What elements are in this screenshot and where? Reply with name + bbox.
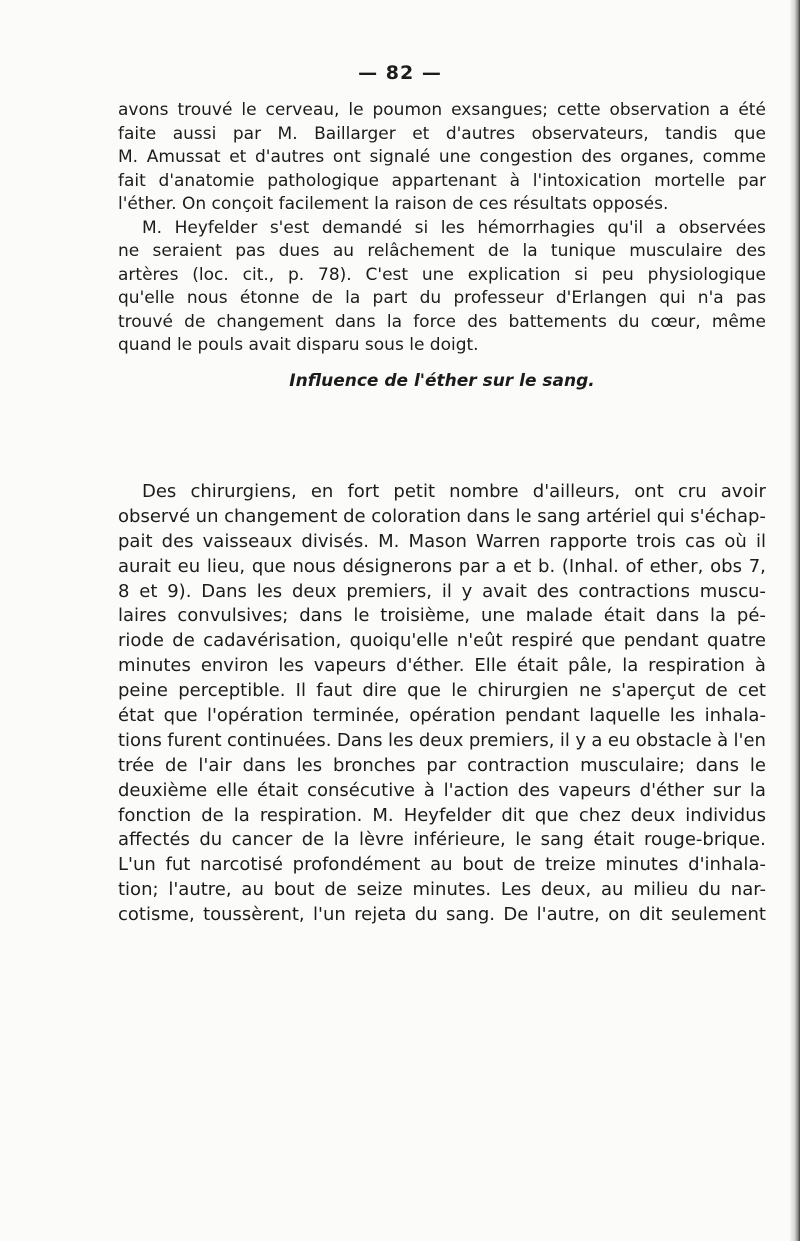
text-line: artères (loc. cit., p. 78). C'est une explication si peu physiologique bbox=[118, 264, 766, 285]
page-binding-edge bbox=[790, 0, 800, 1241]
text-line: deuxième elle était consécutive à l'action des vapeurs d'éther sur la bbox=[118, 779, 766, 801]
text-line: peine perceptible. Il faut dire que le chirurgien ne s'aperçut de cet bbox=[118, 680, 766, 702]
text-line: ne seraient pas dues au relâchement de la tunique musculaire des bbox=[118, 241, 766, 261]
text-line: tion; l'autre, au bout de seize minutes. Les deux, au milieu du nar- bbox=[118, 879, 766, 901]
text-line: riode de cadavérisation, quoiqu'elle n'eût respiré que pendant quatre bbox=[118, 630, 766, 652]
text-line: M. Amussat et d'autres ont signalé une congestion des organes, comme bbox=[118, 147, 766, 167]
text-line: 8 et 9). Dans les deux premiers, il y avait des contractions muscu- bbox=[118, 580, 766, 602]
text-line: fonction de la respiration. M. Heyfelder dit que chez deux individus bbox=[118, 804, 766, 826]
text-line: faite aussi par M. Baillarger et d'autres observateurs, tandis que bbox=[118, 123, 766, 144]
section-heading: Influence de l'éther sur le sang. bbox=[289, 370, 595, 391]
text-line: observé un changement de coloration dans le sang artériel qui s'échap- bbox=[118, 505, 766, 527]
text-line: pait des vaisseaux divisés. M. Mason Warren rapporte trois cas où il bbox=[118, 530, 766, 552]
text-line: trée de l'air dans les bronches par contraction musculaire; dans le bbox=[118, 754, 766, 776]
text-line: l'éther. On conçoit facilement la raison de ces résultats opposés. bbox=[118, 194, 669, 214]
text-line: fait d'anatomie pathologique appartenant à l'intoxication mortelle par bbox=[118, 170, 766, 191]
text-block-bottom bbox=[118, 480, 766, 928]
text-line: tions furent continuées. Dans les deux premiers, il y a eu obstacle à l'en bbox=[118, 729, 766, 751]
text-line: minutes environ les vapeurs d'éther. Elle était pâle, la respiration à bbox=[118, 655, 766, 677]
text-line: affectés du cancer de la lèvre inférieure, le sang était rouge-brique. bbox=[118, 829, 766, 851]
text-line: trouvé de changement dans la force des battements du cœur, même bbox=[118, 311, 766, 332]
text-block-top bbox=[118, 99, 766, 408]
text-line: M. Heyfelder s'est demandé si les hémorrhagies qu'il a observées bbox=[142, 217, 766, 238]
text-line: aurait eu lieu, que nous désignerons par a et b. (Inhal. of ether, obs 7, bbox=[118, 555, 766, 577]
text-line: quand le pouls avait disparu sous le doigt. bbox=[118, 335, 479, 355]
page-number: — 82 — bbox=[358, 62, 442, 84]
text-line: qu'elle nous étonne de la part du professeur d'Erlangen qui n'a pas bbox=[118, 288, 766, 308]
text-line: Des chirurgiens, en fort petit nombre d'ailleurs, ont cru avoir bbox=[142, 481, 766, 502]
text-line: cotisme, toussèrent, l'un rejeta du sang. De l'autre, on dit seulement bbox=[118, 904, 766, 926]
text-line: état que l'opération terminée, opération pendant laquelle les inhala- bbox=[118, 705, 766, 727]
text-line: laires convulsives; dans le troisième, une malade était dans la pé- bbox=[118, 605, 766, 627]
text-line: avons trouvé le cerveau, le poumon exsangues; cette observation a été bbox=[118, 100, 766, 120]
text-line: L'un fut narcotisé profondément au bout de treize minutes d'inhala- bbox=[118, 854, 766, 876]
